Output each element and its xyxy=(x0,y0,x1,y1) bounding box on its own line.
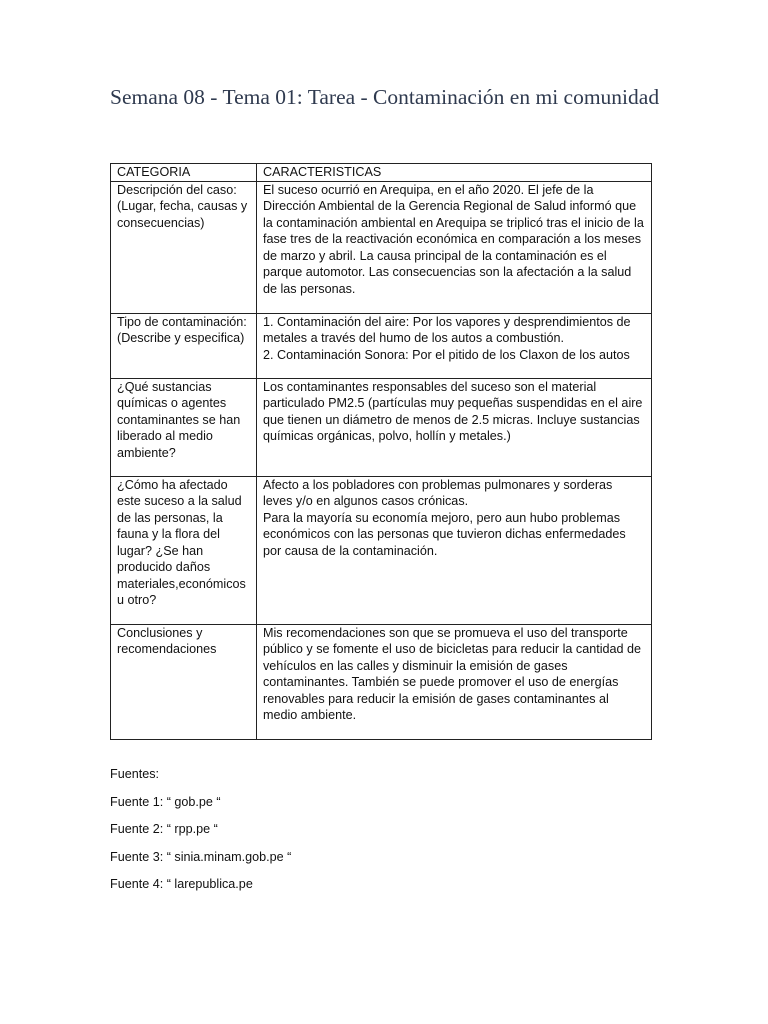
row-characteristics xyxy=(257,476,652,624)
row-category: ¿Cómo ha afectado este suceso a la salud de las personas, la fauna y la flora del lugar? ¿Se han producido daños materiales,económicos u otro? xyxy=(111,476,257,624)
table-row xyxy=(111,181,652,313)
row-category: Tipo de contaminación: (Describe y especifica) xyxy=(111,313,257,378)
characteristics-paragraph: Afecto a los pobladores con problemas pulmonares y sorderas leves y/o en algunos casos crónicas. xyxy=(263,477,613,508)
table-row xyxy=(111,476,652,624)
row-category: Conclusiones y recomendaciones xyxy=(111,624,257,739)
characteristics-paragraph: Para la mayoría su economía mejoro, pero aun hubo problemas económicos con las personas que tuvieron dichas enfermedades por causa de la contaminación. xyxy=(263,510,626,558)
source-item: Fuente 3: “ sinia.minam.gob.pe “ xyxy=(110,849,292,864)
row-category: ¿Qué sustancias químicas o agentes contaminantes se han liberado al medio ambiente? xyxy=(111,378,257,476)
row-characteristics xyxy=(257,378,652,476)
row-category: Descripción del caso: (Lugar, fecha, causas y consecuencias) xyxy=(111,181,257,313)
sources-heading: Fuentes: xyxy=(110,767,160,781)
characteristics-paragraph: El suceso ocurrió en Arequipa, en el año 2020. El jefe de la Dirección Ambiental de la Gerencia Regional de Salud informó que la contaminación ambiental en Arequipa se triplicó tras el inicio de la fase tres de la reactivación económica en comparación a los meses de marzo y abril. La causa principal de la contaminación es el parque automotor. Las consecuencias son la afectación a la salud de las personas. xyxy=(263,182,644,296)
characteristics-paragraph: Los contaminantes responsables del suceso son el material particulado PM2.5 (partículas muy pequeñas suspendidas en el aire que tienen un diámetro de menos de 2.5 micras. Incluye sustancias químicas orgánicas, polvo, hollín y metales.) xyxy=(263,379,643,443)
table-row xyxy=(111,378,652,476)
sources-section xyxy=(110,767,610,905)
characteristics-paragraph: 2. Contaminación Sonora: Por el pitido de los Claxon de los autos xyxy=(263,347,630,362)
source-item: Fuente 1: “ gob.pe “ xyxy=(110,794,221,809)
row-characteristics xyxy=(257,313,652,378)
header-caracteristicas: CARACTERISTICAS xyxy=(257,164,652,182)
characteristics-paragraph: 1. Contaminación del aire: Por los vapores y desprendimientos de metales a través del humo de los autos a combustión. xyxy=(263,314,631,345)
table-header-row xyxy=(111,164,652,182)
table-row xyxy=(111,313,652,378)
row-characteristics xyxy=(257,181,652,313)
page-title: Semana 08 - Tema 01: Tarea - Contaminación en mi comunidad xyxy=(110,85,660,109)
source-item: Fuente 2: “ rpp.pe “ xyxy=(110,822,218,836)
table-row xyxy=(111,624,652,739)
row-characteristics xyxy=(257,624,652,739)
source-item: Fuente 4: “ larepublica.pe xyxy=(110,877,253,891)
case-table xyxy=(110,163,652,740)
header-categoria: CATEGORIA xyxy=(111,164,257,182)
characteristics-paragraph: Mis recomendaciones son que se promueva el uso del transporte público y se fomente el uso de bicicletas para reducir la cantidad de vehículos en las calles y disminuir la emisión de gases contaminantes. También se puede promover el uso de energías renovables para reducir la emisión de gases contaminantes al medio ambiente. xyxy=(263,625,642,722)
